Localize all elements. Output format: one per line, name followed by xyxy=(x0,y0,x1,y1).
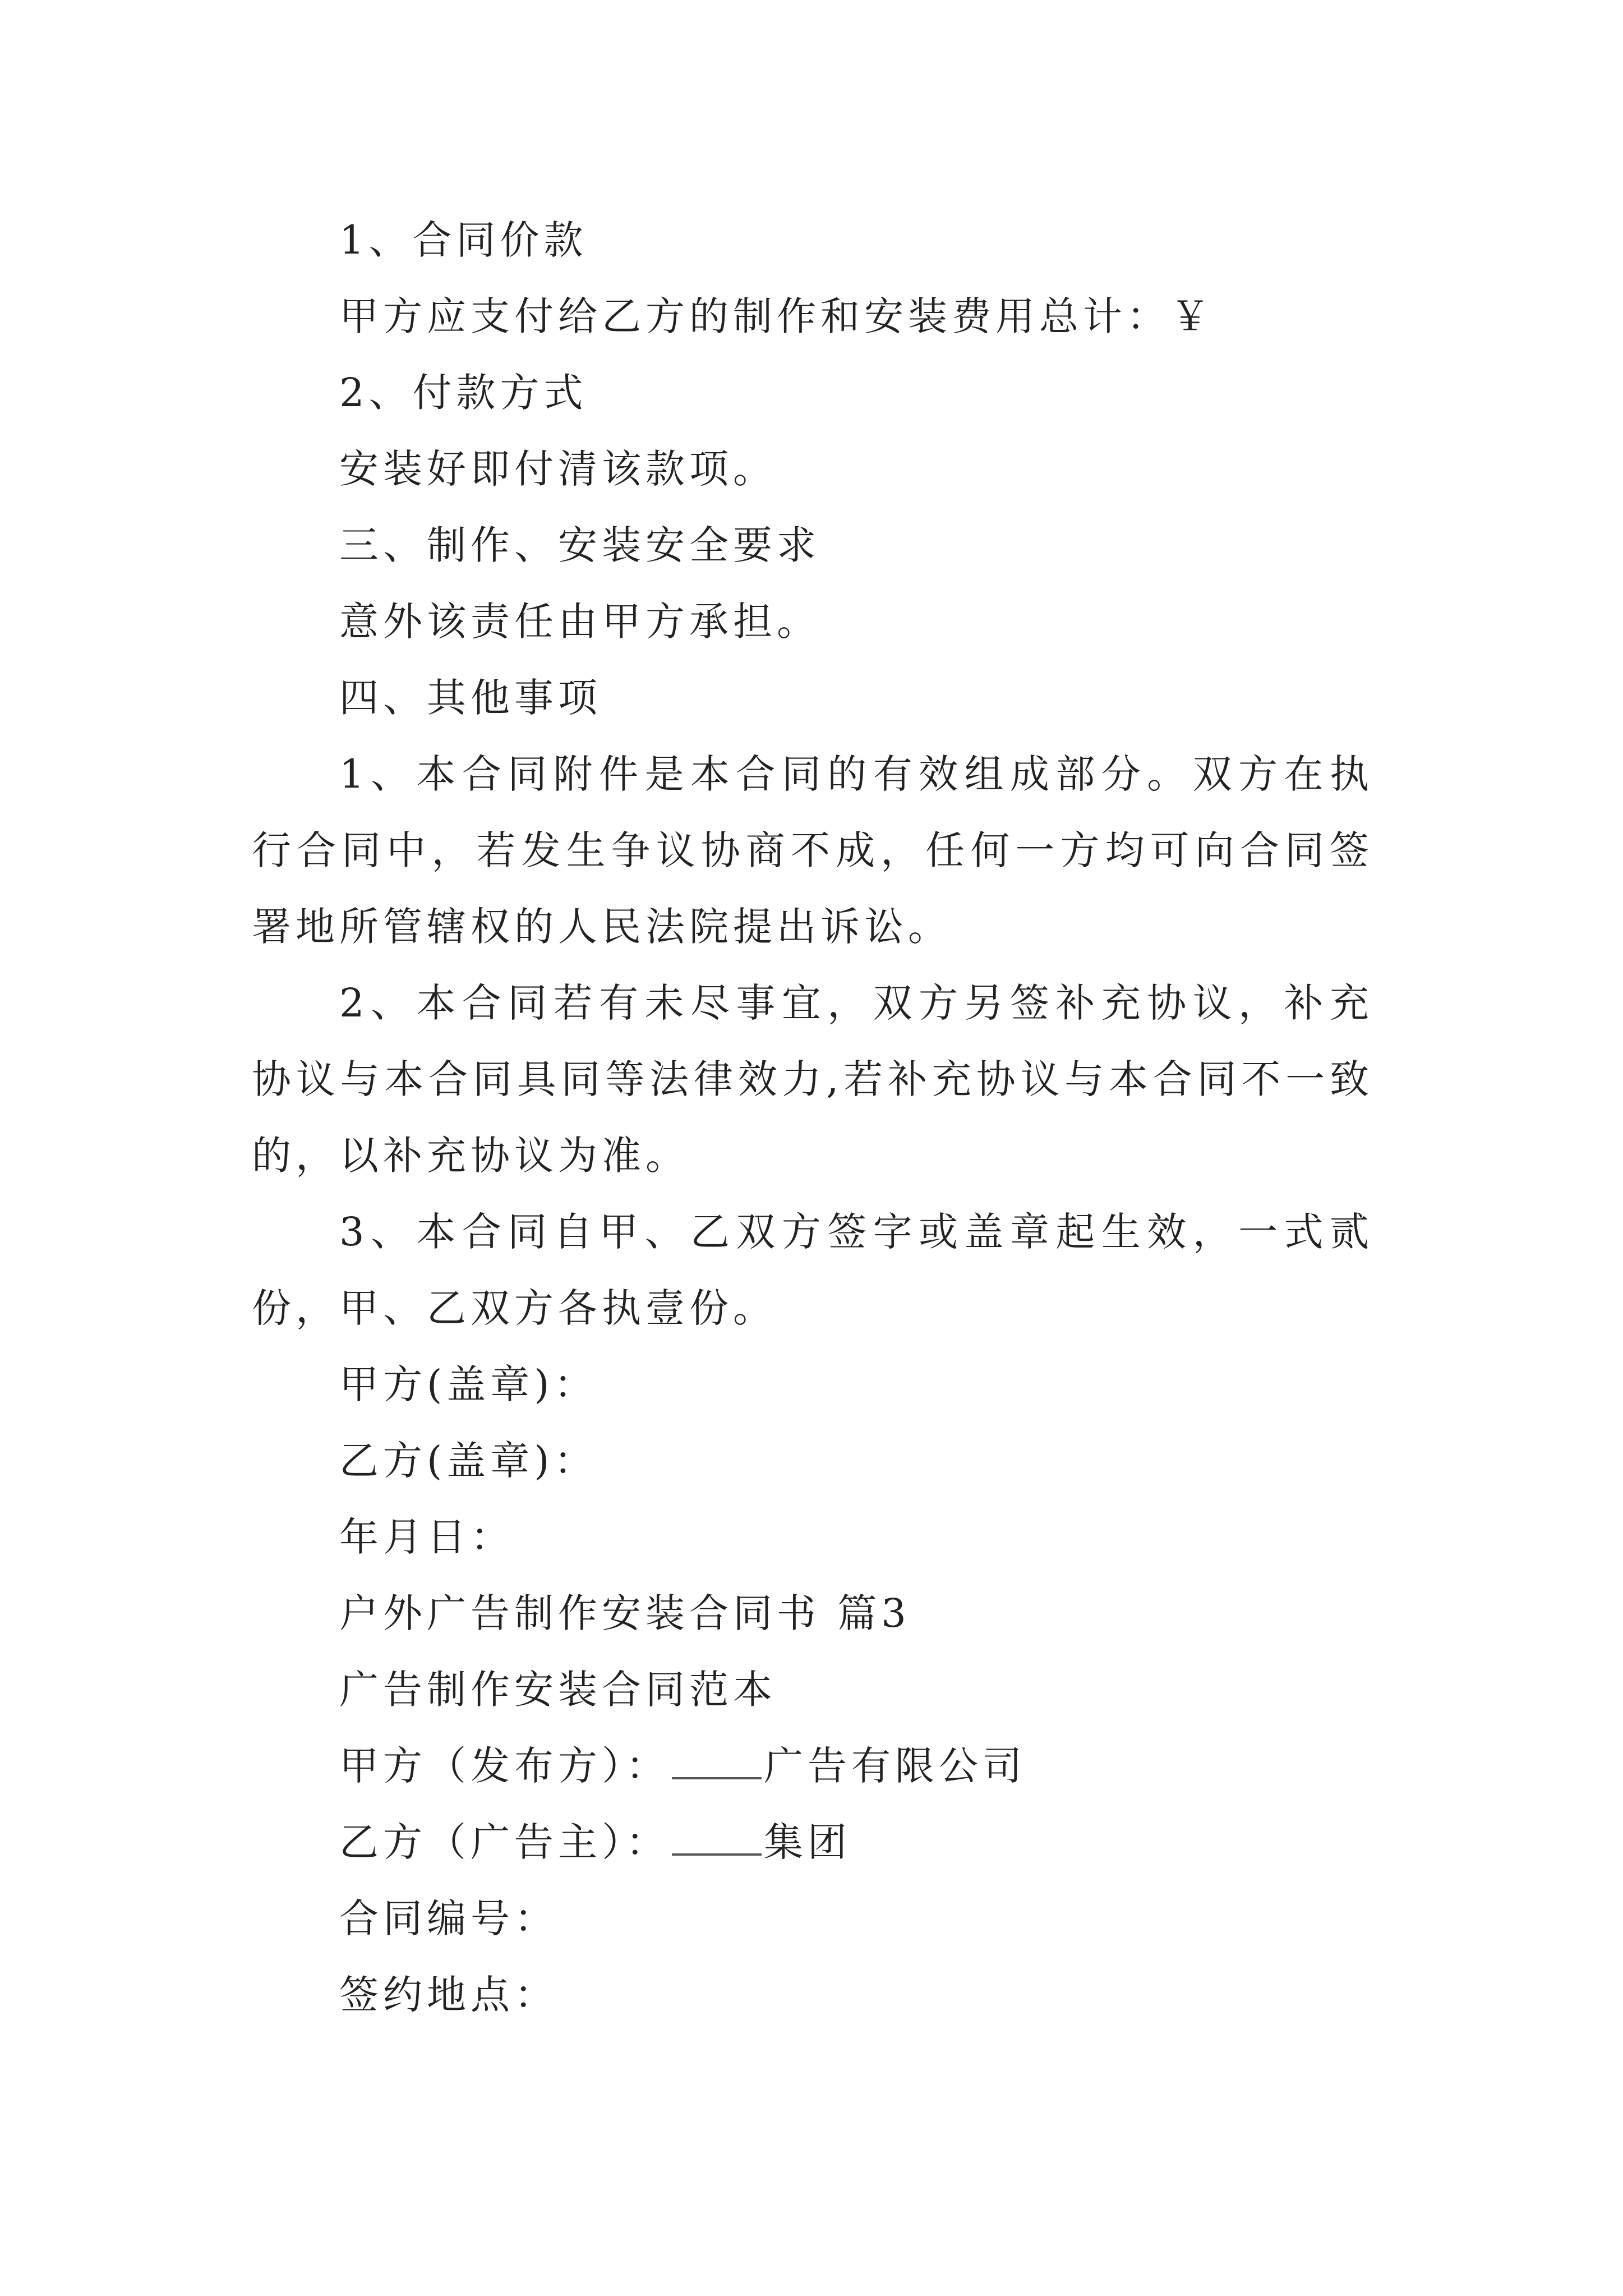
paragraph-clause-2: 2、本合同若有未尽事宜，双方另签补充协议，补充协议与本合同具同等法律效力,若补充协议与本合同不一致的，以补充协议为准。 xyxy=(252,980,1373,1179)
party-a-suffix: 广告有限公司 xyxy=(764,1743,1026,1789)
paragraph-contract-price-heading: 1、合同价款 xyxy=(339,217,588,263)
paragraph-contract-number: 合同编号： xyxy=(339,1895,558,1941)
paragraph-clause-1: 1、本合同附件是本合同的有效组成部分。双方在执行合同中，若发生争议协商不成，任何一方均可向合同签署地所管辖权的人民法院提出诉讼。 xyxy=(252,751,1373,950)
paragraph-payment-method-heading: 2、付款方式 xyxy=(339,370,588,416)
paragraph-template-title: 广告制作安装合同范本 xyxy=(339,1667,777,1713)
paragraph-liability: 意外该责任由甲方承担。 xyxy=(339,599,820,645)
paragraph-party-b-advertiser xyxy=(252,1804,1373,1880)
party-b-prefix: 乙方（广告主）： xyxy=(339,1819,670,1865)
party-b-blank xyxy=(672,1848,762,1856)
paragraph-party-a-publisher xyxy=(252,1728,1373,1804)
paragraph-total-fee: 甲方应支付给乙方的制作和安装费用总计：￥ xyxy=(339,293,1214,339)
party-b-suffix: 集团 xyxy=(764,1819,851,1865)
paragraph-other-matters-heading: 四、其他事项 xyxy=(339,675,602,721)
paragraph-payment-terms: 安装好即付清该款项。 xyxy=(339,446,777,492)
document-body xyxy=(252,202,1373,2033)
paragraph-clause-3: 3、本合同自甲、乙双方签字或盖章起生效，一式贰份，甲、乙双方各执壹份。 xyxy=(252,1209,1373,1331)
paragraph-date: 年月日： xyxy=(339,1514,514,1560)
party-a-blank xyxy=(672,1772,762,1779)
paragraph-signing-place: 签约地点： xyxy=(339,1972,558,2018)
party-a-prefix: 甲方（发布方）： xyxy=(339,1743,670,1789)
paragraph-safety-heading: 三、制作、安装安全要求 xyxy=(339,522,820,568)
paragraph-section-title: 户外广告制作安装合同书 篇3 xyxy=(339,1590,911,1636)
paragraph-party-b-seal: 乙方(盖章)： xyxy=(339,1438,598,1484)
paragraph-party-a-seal: 甲方(盖章)： xyxy=(339,1361,598,1407)
